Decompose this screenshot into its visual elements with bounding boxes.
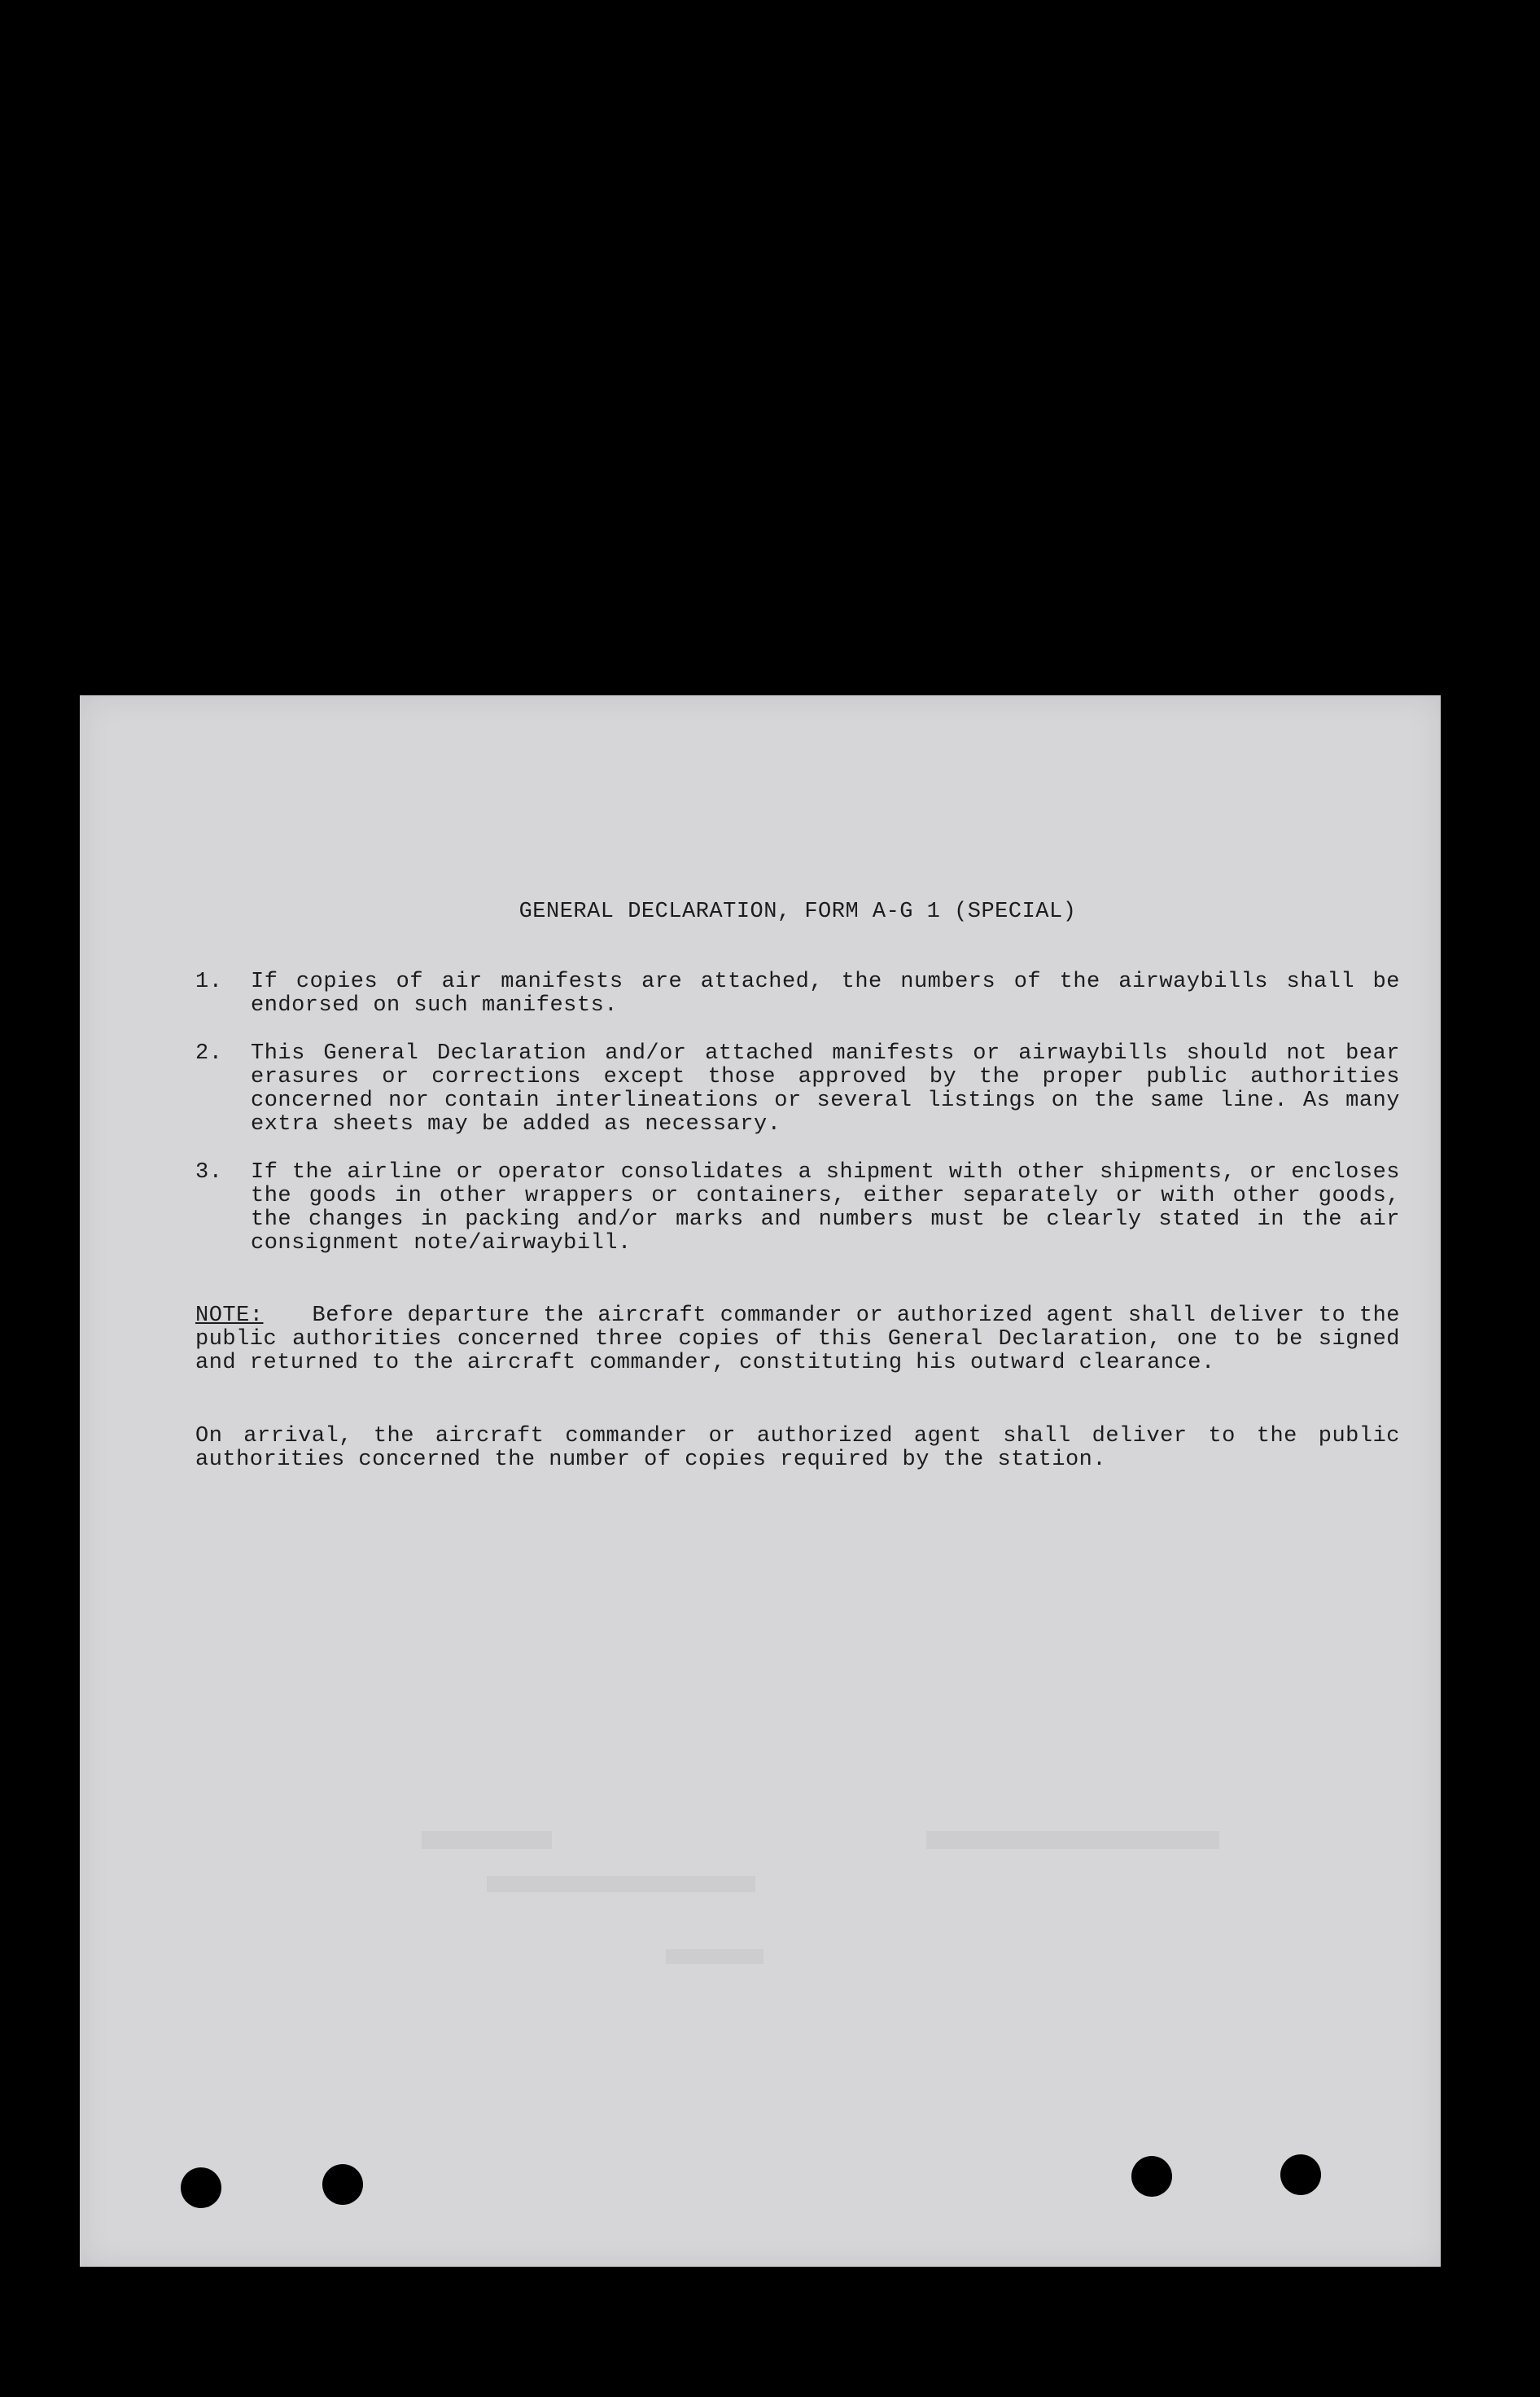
punch-hole (322, 2164, 363, 2205)
punch-hole (181, 2167, 221, 2208)
item-text: If copies of air manifests are attached, the numbers of the airwaybills shall be endorsed on such manifests. (251, 970, 1400, 1018)
instruction-item-1 (195, 971, 1400, 1018)
note-paragraph (195, 1304, 1400, 1375)
item-text: This General Declaration and/or attached manifests or airwaybills should not bear erasures or corrections except those approved by the proper public authorities concerned nor contain interlineations or several listings on the same line. As many extra sheets may be added as necessary. (251, 1041, 1400, 1137)
note-text: Before departure the aircraft commander or authorized agent shall deliver to the public authorities concerned three copies of this General Declaration, one to be signed and returned to the aircraft commander, constituting his outward clearance. (195, 1304, 1400, 1375)
arrival-paragraph: On arrival, the aircraft commander or authorized agent shall deliver to the public authorities concerned the number of copies required by the station. (195, 1424, 1400, 1472)
bleed-through-mark (422, 1831, 552, 1849)
item-number: 1. (195, 970, 223, 994)
punch-hole (1280, 2154, 1321, 2195)
bleed-through-mark (666, 1949, 763, 1964)
item-number: 3. (195, 1160, 223, 1185)
punch-hole (1131, 2156, 1172, 2197)
item-number: 2. (195, 1041, 223, 1066)
document-title: GENERAL DECLARATION, FORM A-G 1 (SPECIAL) (518, 900, 1077, 924)
bleed-through-mark (487, 1876, 755, 1892)
item-text: If the airline or operator consolidates a shipment with other shipments, or encloses the goods in other wrappers or containers, either separately or with other goods, the changes in packing and/or marks and numbers must be clearly stated in the air consignment note/airwaybill. (251, 1160, 1400, 1255)
document-page (80, 695, 1441, 2267)
instruction-item-2 (195, 1042, 1400, 1137)
bleed-through-mark (926, 1831, 1219, 1849)
instruction-item-3 (195, 1161, 1400, 1255)
note-label: NOTE: (195, 1304, 264, 1328)
